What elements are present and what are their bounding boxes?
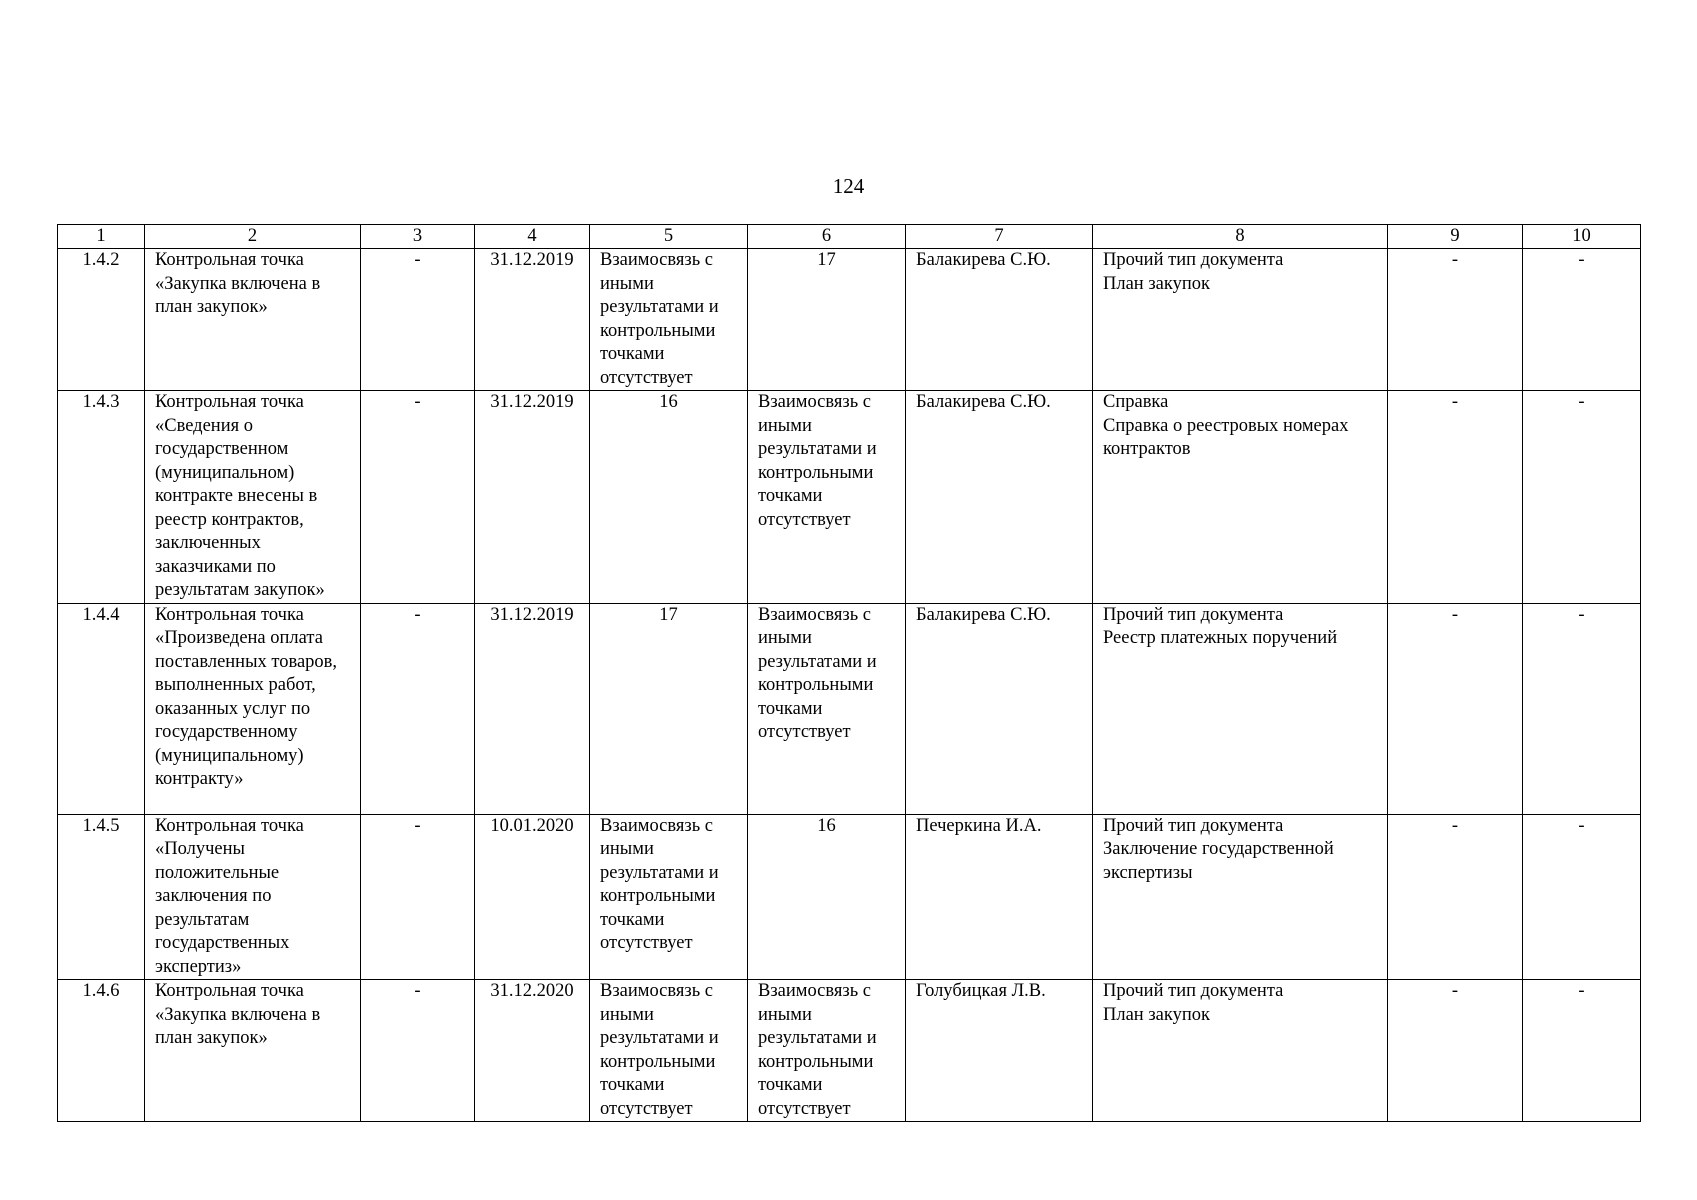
cell-col10: - — [1523, 603, 1641, 814]
cell-col9: - — [1388, 814, 1523, 980]
due-date: 31.12.2020 — [475, 980, 590, 1122]
cell-col3: - — [361, 391, 475, 604]
document-name: Заключение государственной экспертизы — [1103, 839, 1334, 883]
row-number: 1.4.3 — [58, 391, 145, 604]
cell-col6: Взаимосвязь с иными результатами и контрольными точками отсутствует — [748, 603, 906, 814]
control-points-table — [57, 224, 1641, 1122]
document-type: Прочий тип документа — [1103, 981, 1284, 1001]
table-row — [58, 391, 1641, 604]
header-cell: 8 — [1093, 225, 1388, 249]
control-point-name: Контрольная точка «Получены положительные заключения по результатам государственных экспертиз» — [145, 814, 361, 980]
header-cell: 7 — [906, 225, 1093, 249]
header-cell: 10 — [1523, 225, 1641, 249]
row-number: 1.4.2 — [58, 249, 145, 391]
table-row — [58, 249, 1641, 391]
cell-col9: - — [1388, 980, 1523, 1122]
header-cell: 5 — [590, 225, 748, 249]
document-name: План закупок — [1103, 1004, 1210, 1025]
cell-col5: 16 — [590, 391, 748, 604]
document-name: Справка о реестровых номерах контрактов — [1103, 415, 1349, 459]
cell-col10: - — [1523, 814, 1641, 980]
document-name: План закупок — [1103, 273, 1210, 294]
table-row — [58, 814, 1641, 980]
header-cell: 9 — [1388, 225, 1523, 249]
document-type: Прочий тип документа — [1103, 815, 1284, 836]
cell-col3: - — [361, 814, 475, 980]
row-number: 1.4.6 — [58, 980, 145, 1122]
cell-col5: Взаимосвязь с иными результатами и контрольными точками отсутствует — [590, 814, 748, 980]
document-name: Реестр платежных поручений — [1103, 628, 1338, 648]
cell-col6: 16 — [748, 814, 906, 980]
row-number: 1.4.4 — [58, 603, 145, 814]
cell-col3: - — [361, 603, 475, 814]
cell-col10: - — [1523, 980, 1641, 1122]
responsible-person: Балакирева С.Ю. — [906, 391, 1093, 604]
header-cell: 1 — [58, 225, 145, 249]
document-cell — [1093, 603, 1388, 814]
cell-col5: 17 — [590, 603, 748, 814]
cell-col3: - — [361, 249, 475, 391]
due-date: 31.12.2019 — [475, 391, 590, 604]
responsible-person: Голубицкая Л.В. — [906, 980, 1093, 1122]
cell-col5: Взаимосвязь с иными результатами и контрольными точками отсутствует — [590, 249, 748, 391]
document-cell — [1093, 391, 1388, 604]
cell-col6: Взаимосвязь с иными результатами и контрольными точками отсутствует — [748, 980, 906, 1122]
cell-col5: Взаимосвязь с иными результатами и контрольными точками отсутствует — [590, 980, 748, 1122]
document-cell — [1093, 980, 1388, 1122]
cell-col10: - — [1523, 249, 1641, 391]
cell-col6: Взаимосвязь с иными результатами и контрольными точками отсутствует — [748, 391, 906, 604]
control-point-name: Контрольная точка «Закупка включена в план закупок» — [145, 980, 361, 1122]
cell-col6: 17 — [748, 249, 906, 391]
responsible-person: Балакирева С.Ю. — [906, 249, 1093, 391]
header-cell: 6 — [748, 225, 906, 249]
document-cell — [1093, 249, 1388, 391]
document-cell — [1093, 814, 1388, 980]
due-date: 31.12.2019 — [475, 603, 590, 814]
cell-col9: - — [1388, 603, 1523, 814]
control-point-name: Контрольная точка «Сведения о государственном (муниципальном) контракте внесены в реестр контрактов, заключенных заказчиками по результатам закупок» — [145, 391, 361, 604]
document-type: Прочий тип документа — [1103, 250, 1284, 270]
responsible-person: Печеркина И.А. — [906, 814, 1093, 980]
header-row — [58, 225, 1641, 249]
header-cell: 2 — [145, 225, 361, 249]
header-cell: 4 — [475, 225, 590, 249]
document-type: Справка — [1103, 392, 1169, 412]
row-number: 1.4.5 — [58, 814, 145, 980]
control-point-name: Контрольная точка «Произведена оплата поставленных товаров, выполненных работ, оказанных услуг по государственному (муниципальному) контракту» — [145, 603, 361, 814]
due-date: 31.12.2019 — [475, 249, 590, 391]
document-type: Прочий тип документа — [1103, 604, 1284, 625]
table-row — [58, 980, 1641, 1122]
cell-col9: - — [1388, 249, 1523, 391]
responsible-person: Балакирева С.Ю. — [906, 603, 1093, 814]
due-date: 10.01.2020 — [475, 814, 590, 980]
control-point-name: Контрольная точка «Закупка включена в план закупок» — [145, 249, 361, 391]
cell-col3: - — [361, 980, 475, 1122]
page-number: 124 — [832, 174, 865, 198]
cell-col9: - — [1388, 391, 1523, 604]
header-cell: 3 — [361, 225, 475, 249]
table-row — [58, 603, 1641, 814]
cell-col10: - — [1523, 391, 1641, 604]
